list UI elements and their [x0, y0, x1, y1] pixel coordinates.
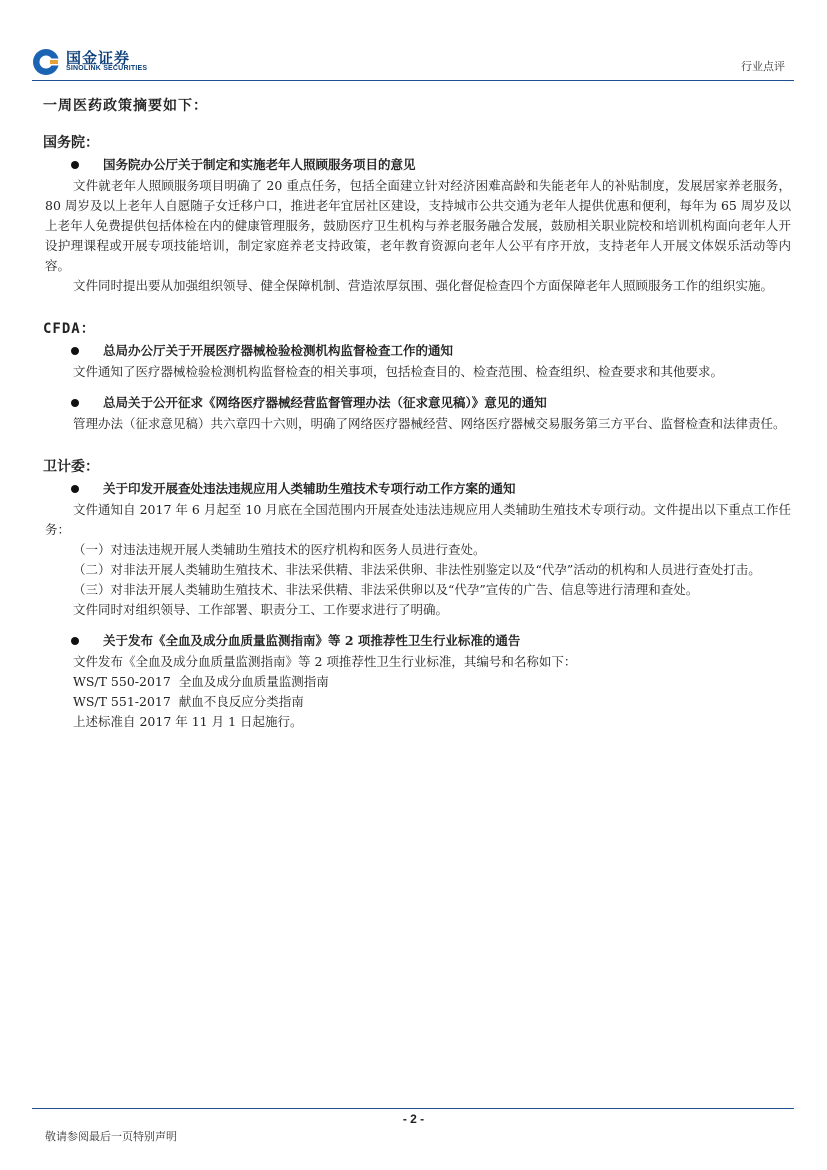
bullet-icon: [71, 399, 79, 407]
policy-title-text: 关于发布《全血及成分血质量监测指南》等 2 项推荐性卫生行业标准的通告: [103, 633, 521, 648]
bullet-icon: [71, 347, 79, 355]
document-type-label: 行业点评: [741, 60, 785, 73]
standard-item: WS/T 551-2017 献血不良反应分类指南: [73, 694, 304, 709]
logo-chinese-name: 国金证券: [66, 49, 131, 67]
policy-item-title: [43, 340, 791, 362]
document-body: [43, 96, 791, 732]
task-item: （一）对违法违规开展人类辅助生殖技术的医疗机构和医务人员进行查处。: [73, 542, 486, 557]
page-number: - 2 -: [402, 1112, 425, 1126]
policy-paragraph: 文件通知了医疗器械检验检测机构监督检查的相关事项，包括检查目的、检查范围、检查组织、检查要求和其他要求。: [73, 364, 724, 379]
policy-paragraph: 文件同时提出要从加强组织领导、健全保障机制、营造浓厚氛围、强化督促检查四个方面保障老年人照顾服务工作的组织实施。: [73, 278, 774, 293]
org-heading-cfda: CFDA：: [43, 321, 96, 337]
standard-item: WS/T 550-2017 全血及成分血质量监测指南: [73, 674, 329, 689]
bullet-icon: [71, 637, 79, 645]
footer-divider: [32, 1108, 794, 1109]
policy-title-text: 关于印发开展查处违法违规应用人类辅助生殖技术专项行动工作方案的通知: [103, 481, 516, 496]
header-divider: [32, 80, 794, 81]
task-item: （三）对非法开展人类辅助生殖技术、非法采供精、非法采供卵以及“代孕”宣传的广告、信息等进行清理和查处。: [73, 582, 699, 597]
policy-paragraph: 文件同时对组织领导、工作部署、职责分工、工作要求进行了明确。: [73, 602, 449, 617]
company-logo: [32, 46, 152, 78]
policy-item-title: [43, 154, 791, 176]
policy-item-title: [43, 630, 791, 652]
policy-item-title: [43, 478, 791, 500]
policy-title-text: 总局关于公开征求《网络医疗器械经营监督管理办法（征求意见稿）》意见的通知: [103, 395, 547, 410]
org-heading-nhfpc: 卫计委：: [43, 459, 99, 475]
policy-item-title: [43, 392, 791, 414]
page-header: [0, 0, 827, 80]
policy-paragraph: 上述标准自 2017 年 11 月 1 日起施行。: [73, 714, 303, 729]
org-heading-state-council: 国务院：: [43, 135, 99, 151]
summary-title: 一周医药政策摘要如下：: [43, 98, 208, 114]
policy-title-text: 总局办公厅关于开展医疗器械检验检测机构监督检查工作的通知: [103, 343, 454, 358]
policy-paragraph: 文件就老年人照顾服务项目明确了 20 重点任务，包括全面建立针对经济困难高龄和失能老年人的补贴制度，发展居家养老服务，80 周岁及以上老年人自愿随子女迁移户口，推进老年宜居社区建设，支持城市公共交通为老年人提供优惠和便利，每年为 65 周岁及以上老年人免费提供包括体检在内的健康管理服务，鼓励医疗卫生机构与养老服务融合发展，鼓励相关职业院校和培训机构面向老年人开设护理课程或开展专项技能培训，制定家庭养老支持政策，老年教育资源向老年人公平有序开放，支持老年人开展文体娱乐活动等内容。: [45, 178, 791, 273]
bullet-icon: [71, 161, 79, 169]
sinolink-logo-icon: [32, 48, 60, 76]
disclaimer-note: 敬请参阅最后一页特别声明: [45, 1130, 177, 1143]
task-item: （二）对非法开展人类辅助生殖技术、非法采供精、非法采供卵、非法性别鉴定以及“代孕”活动的机构和人员进行查处打击。: [73, 562, 761, 577]
policy-paragraph: 管理办法（征求意见稿）共六章四十六则，明确了网络医疗器械经营、网络医疗器械交易服务第三方平台、监督检查和法律责任。: [73, 416, 786, 431]
policy-paragraph: 文件发布《全血及成分血质量监测指南》等 2 项推荐性卫生行业标准，其编号和名称如下：: [73, 654, 577, 669]
policy-title-text: 国务院办公厅关于制定和实施老年人照顾服务项目的意见: [103, 157, 416, 172]
policy-paragraph: 文件通知自 2017 年 6 月起至 10 月底在全国范围内开展查处违法违规应用人类辅助生殖技术专项行动。文件提出以下重点工作任务：: [45, 502, 791, 537]
bullet-icon: [71, 485, 79, 493]
logo-english-name: SINOLINK SECURITIES: [66, 65, 148, 72]
